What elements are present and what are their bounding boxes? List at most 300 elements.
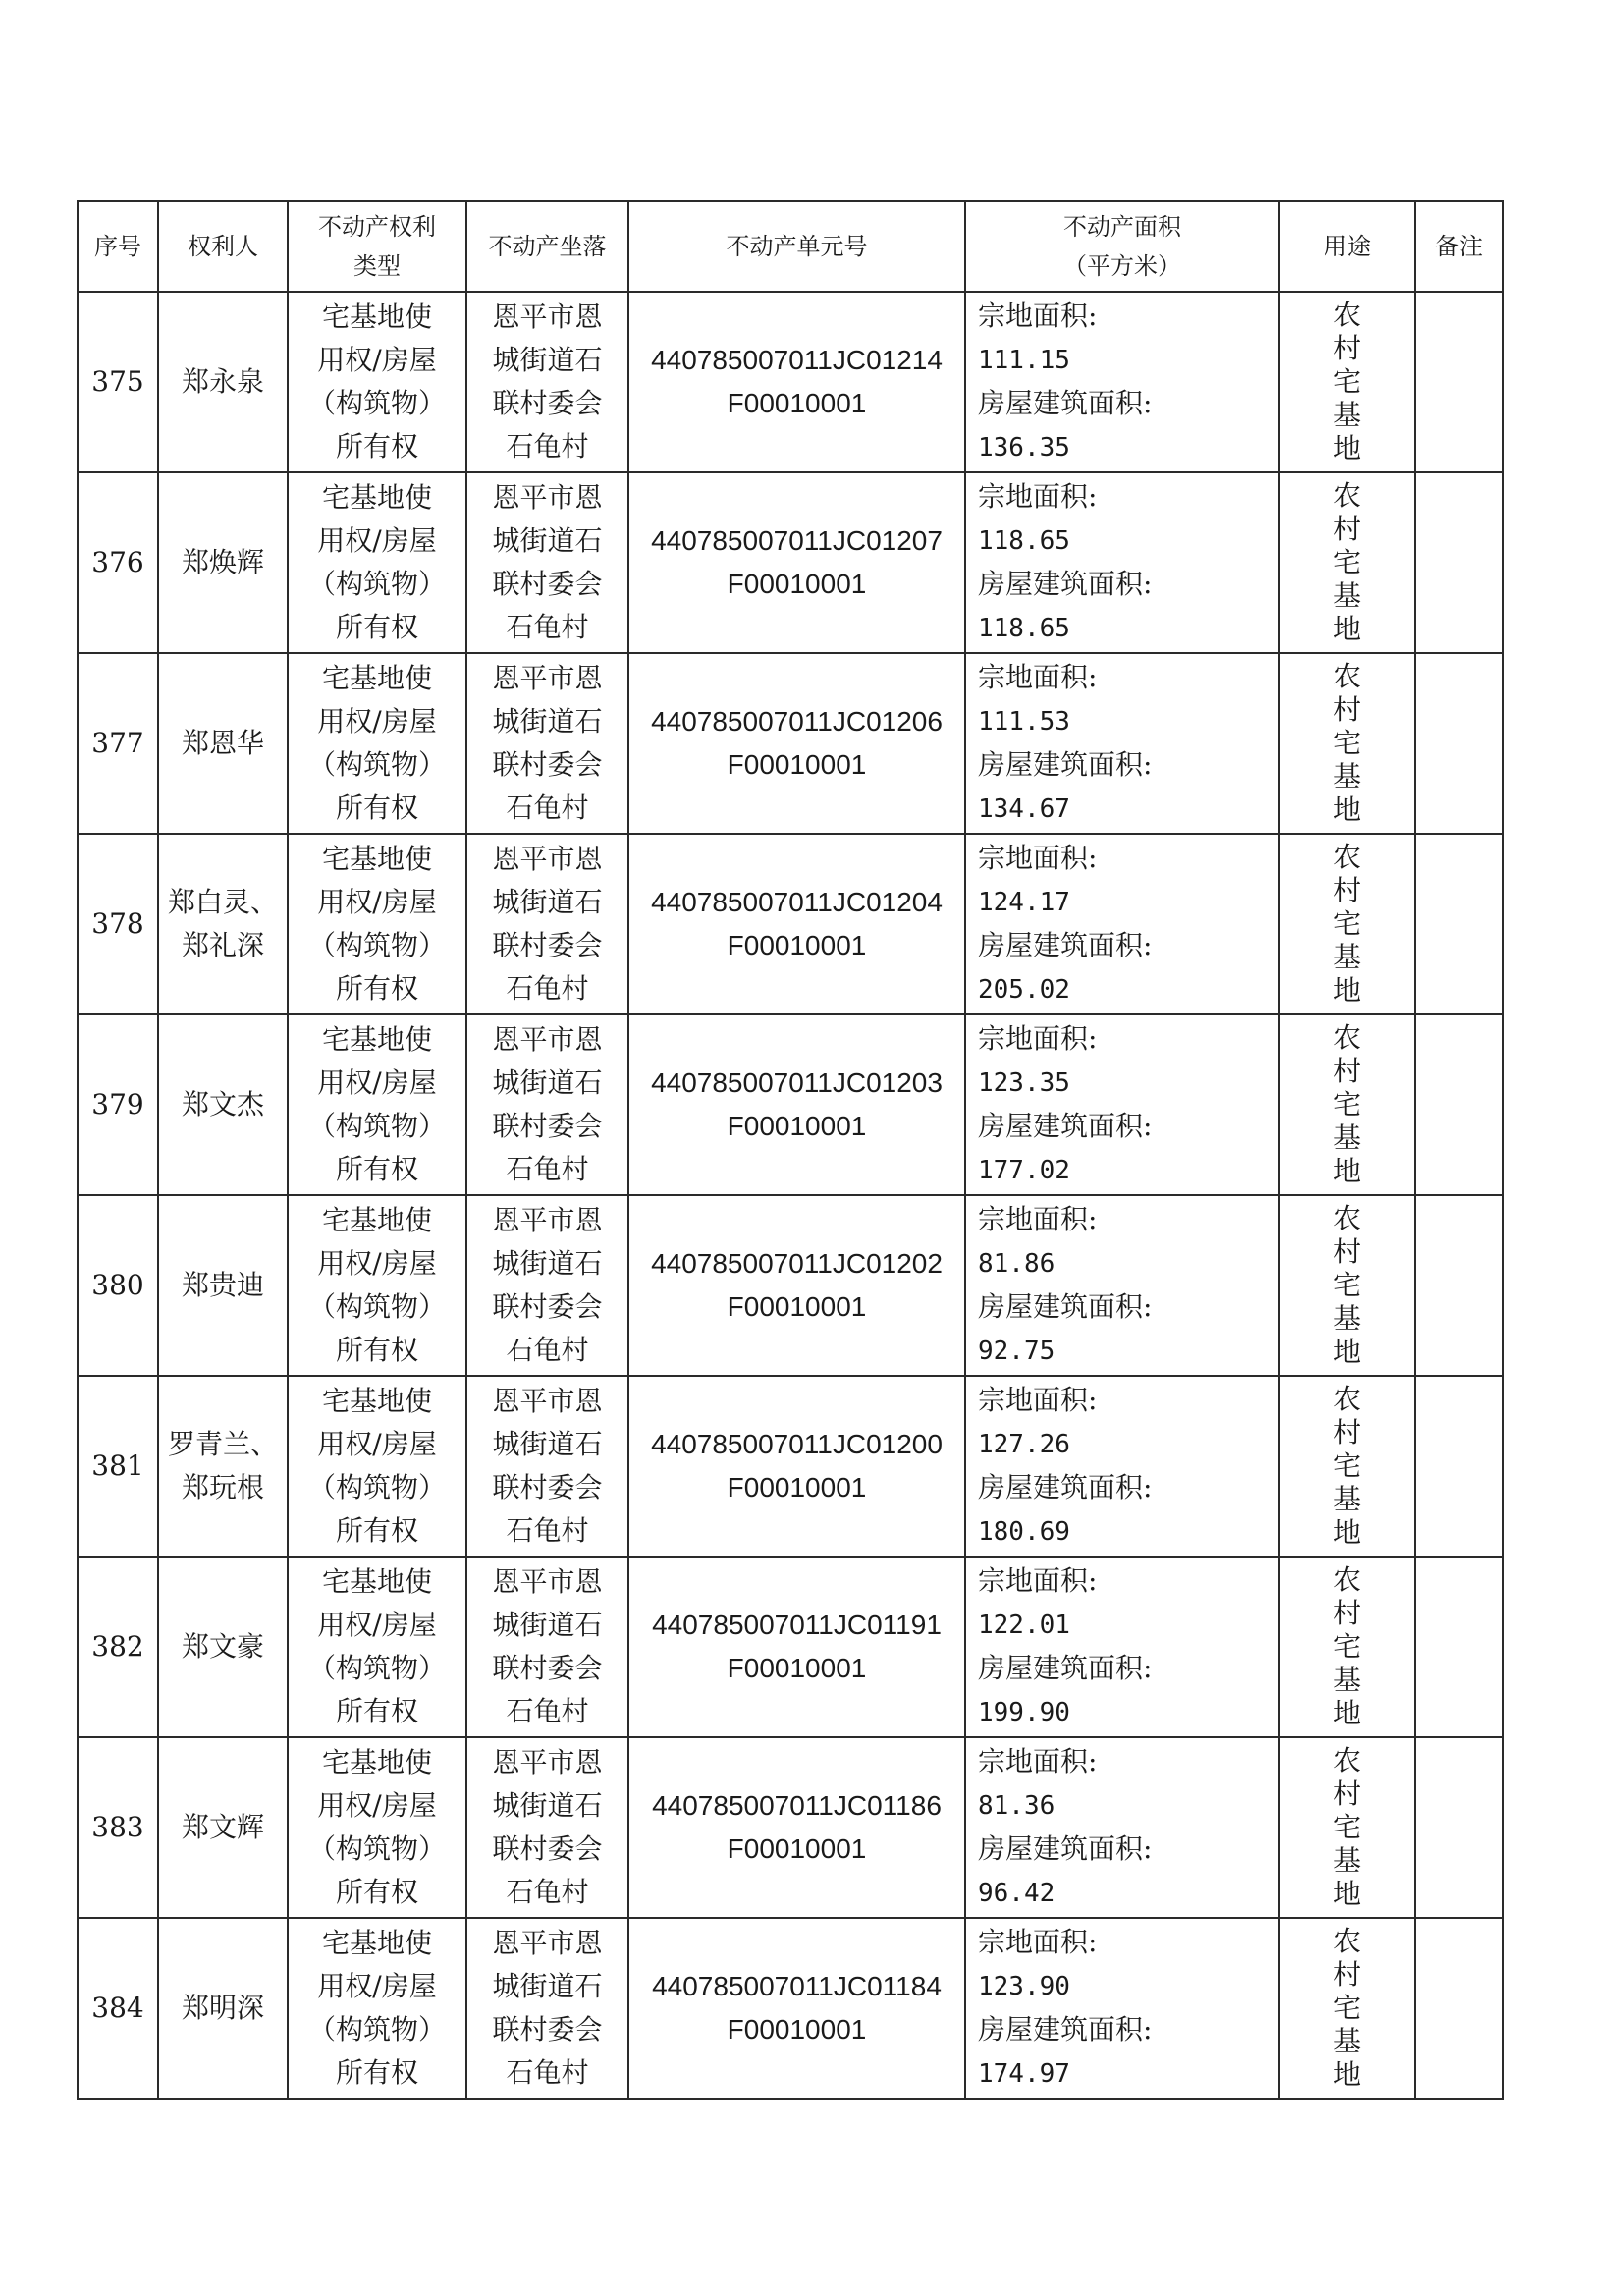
use-char: 宅 [1332,1269,1361,1301]
table-row [78,1195,1503,1376]
building-area-label: 房屋建筑面积: [978,387,1153,419]
location-line: 石龟村 [506,1514,589,1547]
land-area-line [978,1921,1278,2008]
area-cell [965,1014,1279,1195]
use-char: 农 [1332,1383,1361,1415]
holder-name: 郑文豪 [181,1630,264,1663]
right-type-line: 宅基地使 [321,843,432,875]
use-cell [1279,1737,1415,1918]
building-area-line [978,1105,1278,1192]
table-header [78,201,1503,292]
right-type-line: 宅基地使 [321,1204,432,1236]
use-char: 宅 [1332,1088,1361,1121]
area-cell [965,292,1279,472]
building-area-label: 房屋建筑面积: [978,929,1153,961]
location-line: 联村委会 [492,748,603,781]
unit-number-line: F00010001 [727,2014,867,2045]
holder-name: 罗青兰、 [167,1428,278,1460]
header-area-line2: （平方米） [1063,252,1181,280]
unit-number-cell [628,472,965,653]
right-type-line: 所有权 [335,611,418,643]
right-type-line: （构筑物） [307,2013,446,2046]
right-type-cell [288,653,466,834]
right-type-line: （构筑物） [307,748,446,781]
note-cell [1415,1918,1503,2099]
use-cell [1279,834,1415,1014]
unit-number-line: 440785007011JC01207 [651,525,943,556]
header-right-type-line2: 类型 [353,252,401,280]
right-type-cell [288,1195,466,1376]
holder-name: 郑文辉 [181,1811,264,1843]
right-type-line: 所有权 [335,792,418,824]
right-type-line: 宅基地使 [321,1385,432,1417]
table-row [78,834,1503,1014]
right-type-line: 所有权 [335,972,418,1005]
location-line: 石龟村 [506,611,589,643]
use-char: 宅 [1332,1992,1361,2024]
land-area-label: 宗地面积: [978,1564,1098,1597]
location-line: 联村委会 [492,1471,603,1503]
use-char: 村 [1332,1055,1361,1087]
location-line: 恩平市恩 [492,301,603,333]
use-char: 村 [1332,1958,1361,1991]
building-area-label: 房屋建筑面积: [978,748,1153,781]
right-type-cell [288,1557,466,1737]
location-line: 联村委会 [492,929,603,961]
building-area-line [978,1466,1278,1554]
unit-number-line: F00010001 [727,1472,867,1503]
building-area-value: 136.35 [978,433,1070,463]
use-char: 地 [1332,1516,1361,1549]
use-char: 农 [1332,1744,1361,1777]
location-line: 城街道石 [492,1247,603,1280]
table-row [78,1737,1503,1918]
note-cell [1415,1195,1503,1376]
land-area-line [978,1017,1278,1105]
header-location: 不动产坐落 [466,201,628,292]
unit-number-cell [628,292,965,472]
land-area-value: 111.15 [978,346,1070,375]
location-line: 恩平市恩 [492,1927,603,1959]
seq-cell: 379 [78,1014,158,1195]
use-char: 农 [1332,1021,1361,1054]
building-area-line [978,1285,1278,1373]
building-area-label: 房屋建筑面积: [978,1290,1153,1323]
location-line: 石龟村 [506,1153,589,1185]
use-cell [1279,1195,1415,1376]
location-line: 城街道石 [492,1789,603,1822]
building-area-line [978,1828,1278,1915]
location-line: 联村委会 [492,387,603,419]
seq-cell: 375 [78,292,158,472]
location-line: 城街道石 [492,705,603,738]
use-char: 宅 [1332,546,1361,578]
use-char: 基 [1332,2025,1361,2057]
building-area-value: 180.69 [978,1517,1070,1547]
land-area-label: 宗地面积: [978,1745,1098,1777]
location-line: 恩平市恩 [492,481,603,514]
header-right-type [288,201,466,292]
right-type-line: 宅基地使 [321,1023,432,1056]
use-cell [1279,472,1415,653]
holder-name: 郑永泉 [181,365,264,398]
land-area-value: 111.53 [978,707,1070,737]
unit-number-line: 440785007011JC01214 [651,345,943,375]
note-cell [1415,1376,1503,1557]
right-type-line: 宅基地使 [321,1927,432,1959]
table-row [78,1014,1503,1195]
use-cell [1279,1014,1415,1195]
unit-number-line: F00010001 [727,930,867,960]
use-char: 宅 [1332,1449,1361,1482]
building-area-line [978,382,1278,469]
unit-number-line: F00010001 [727,569,867,599]
right-type-line: （构筑物） [307,387,446,419]
seq-cell: 380 [78,1195,158,1376]
use-char: 地 [1332,793,1361,826]
land-area-value: 123.90 [978,1972,1070,2001]
use-char: 宅 [1332,365,1361,398]
use-char: 村 [1332,693,1361,726]
right-type-line: 用权/房屋 [317,1428,437,1460]
holder-name: 郑文杰 [181,1088,264,1121]
location-line: 恩平市恩 [492,1023,603,1056]
unit-number-line: 440785007011JC01203 [651,1067,943,1098]
right-type-cell [288,1376,466,1557]
use-char: 基 [1332,1664,1361,1696]
area-cell [965,1918,1279,2099]
location-cell [466,1014,628,1195]
use-char: 村 [1332,332,1361,364]
location-line: 恩平市恩 [492,1565,603,1598]
land-area-value: 123.35 [978,1068,1070,1098]
right-type-line: 用权/房屋 [317,886,437,918]
use-char: 地 [1332,2058,1361,2091]
right-type-line: （构筑物） [307,1290,446,1323]
note-cell [1415,472,1503,653]
seq-cell: 381 [78,1376,158,1557]
use-char: 村 [1332,874,1361,906]
unit-number-line: F00010001 [727,388,867,418]
holder-cell [158,1918,288,2099]
seq-cell: 383 [78,1737,158,1918]
land-area-line [978,837,1278,924]
location-cell [466,653,628,834]
holder-cell [158,834,288,1014]
holder-cell [158,292,288,472]
use-char: 地 [1332,1878,1361,1910]
use-char: 基 [1332,760,1361,793]
seq-cell: 376 [78,472,158,653]
use-char: 基 [1332,579,1361,612]
header-area-line1: 不动产面积 [1063,213,1181,241]
location-line: 恩平市恩 [492,1385,603,1417]
location-line: 城街道石 [492,886,603,918]
location-line: 恩平市恩 [492,662,603,694]
land-area-line [978,1559,1278,1647]
table-row [78,292,1503,472]
use-char: 宅 [1332,907,1361,940]
use-char: 基 [1332,941,1361,973]
land-area-line [978,656,1278,743]
note-cell [1415,1737,1503,1918]
building-area-label: 房屋建筑面积: [978,1832,1153,1865]
area-cell [965,653,1279,834]
right-type-cell [288,472,466,653]
header-note: 备注 [1415,201,1503,292]
right-type-line: 用权/房屋 [317,1970,437,2002]
table-row [78,472,1503,653]
unit-number-line: 440785007011JC01184 [652,1971,942,2001]
right-type-cell [288,1014,466,1195]
right-type-line: 所有权 [335,1153,418,1185]
use-cell [1279,1557,1415,1737]
note-cell [1415,292,1503,472]
location-cell [466,292,628,472]
location-line: 城街道石 [492,1066,603,1099]
right-type-line: 所有权 [335,430,418,463]
unit-number-line: F00010001 [727,1291,867,1322]
header-unit-number: 不动产单元号 [628,201,965,292]
holder-cell [158,1014,288,1195]
use-char: 农 [1332,479,1361,512]
right-type-line: （构筑物） [307,568,446,600]
use-char: 农 [1332,1202,1361,1234]
location-line: 石龟村 [506,792,589,824]
use-char: 地 [1332,1155,1361,1187]
location-cell [466,1376,628,1557]
land-area-value: 81.86 [978,1249,1055,1279]
unit-number-cell [628,1737,965,1918]
unit-number-cell [628,1918,965,2099]
holder-name: 郑贵迪 [181,1269,264,1301]
use-char: 宅 [1332,727,1361,759]
right-type-line: （构筑物） [307,1471,446,1503]
use-char: 村 [1332,513,1361,545]
land-area-label: 宗地面积: [978,842,1098,874]
table-row [78,1557,1503,1737]
land-area-line [978,295,1278,382]
area-cell [965,472,1279,653]
right-type-cell [288,1737,466,1918]
location-line: 城街道石 [492,524,603,557]
header-use: 用途 [1279,201,1415,292]
building-area-line [978,1647,1278,1734]
right-type-line: 用权/房屋 [317,1609,437,1641]
right-type-line: （构筑物） [307,1652,446,1684]
land-area-value: 118.65 [978,526,1070,556]
location-line: 联村委会 [492,1652,603,1684]
location-line: 城街道石 [492,1428,603,1460]
table-row [78,1376,1503,1557]
holder-cell [158,1557,288,1737]
table-body [78,292,1503,2099]
use-cell [1279,653,1415,834]
location-line: 联村委会 [492,1832,603,1865]
location-line: 城街道石 [492,344,603,376]
use-char: 农 [1332,841,1361,873]
header-area [965,201,1279,292]
right-type-line: 用权/房屋 [317,344,437,376]
use-char: 地 [1332,974,1361,1007]
use-char: 村 [1332,1235,1361,1268]
building-area-value: 199.90 [978,1698,1070,1727]
building-area-value: 177.02 [978,1156,1070,1185]
header-right-type-line1: 不动产权利 [318,213,436,241]
location-line: 城街道石 [492,1970,603,2002]
right-type-line: 宅基地使 [321,481,432,514]
right-type-line: 用权/房屋 [317,705,437,738]
land-area-label: 宗地面积: [978,480,1098,513]
location-cell [466,1195,628,1376]
location-cell [466,472,628,653]
right-type-cell [288,834,466,1014]
use-char: 地 [1332,1697,1361,1729]
use-char: 村 [1332,1416,1361,1449]
location-cell [466,834,628,1014]
building-area-label: 房屋建筑面积: [978,1471,1153,1503]
location-line: 联村委会 [492,1110,603,1142]
location-line: 石龟村 [506,1876,589,1908]
note-cell [1415,1014,1503,1195]
land-area-line [978,1740,1278,1828]
right-type-line: 宅基地使 [321,1746,432,1778]
building-area-line [978,563,1278,650]
building-area-label: 房屋建筑面积: [978,568,1153,600]
right-type-line: （构筑物） [307,1110,446,1142]
unit-number-line: 440785007011JC01186 [652,1790,942,1821]
right-type-line: （构筑物） [307,1832,446,1865]
building-area-value: 96.42 [978,1879,1055,1908]
right-type-line: 所有权 [335,2056,418,2089]
unit-number-line: 440785007011JC01206 [651,706,943,737]
location-cell [466,1918,628,2099]
property-registry-table [77,200,1504,2100]
right-type-line: 宅基地使 [321,1565,432,1598]
building-area-value: 174.97 [978,2059,1070,2089]
land-area-line [978,1379,1278,1466]
holder-name: 郑礼深 [181,929,264,961]
unit-number-line: 440785007011JC01204 [651,887,943,917]
holder-cell [158,472,288,653]
use-char: 地 [1332,1336,1361,1368]
unit-number-line: F00010001 [727,749,867,780]
holder-cell [158,1376,288,1557]
land-area-value: 124.17 [978,888,1070,917]
building-area-line [978,924,1278,1011]
note-cell [1415,834,1503,1014]
use-char: 基 [1332,399,1361,431]
header-row [78,201,1503,292]
right-type-line: 所有权 [335,1514,418,1547]
use-cell [1279,292,1415,472]
holder-cell [158,1737,288,1918]
unit-number-line: F00010001 [727,1111,867,1141]
right-type-line: （构筑物） [307,929,446,961]
holder-cell [158,653,288,834]
table-row [78,653,1503,834]
use-cell [1279,1376,1415,1557]
location-line: 恩平市恩 [492,1746,603,1778]
unit-number-cell [628,1376,965,1557]
unit-number-cell [628,834,965,1014]
land-area-label: 宗地面积: [978,1022,1098,1055]
right-type-line: 宅基地使 [321,301,432,333]
holder-name: 郑白灵、 [167,886,278,918]
use-char: 基 [1332,1121,1361,1154]
location-line: 石龟村 [506,430,589,463]
location-line: 恩平市恩 [492,1204,603,1236]
use-char: 地 [1332,613,1361,645]
building-area-line [978,2008,1278,2096]
header-seq: 序号 [78,201,158,292]
right-type-line: 所有权 [335,1695,418,1727]
building-area-label: 房屋建筑面积: [978,1652,1153,1684]
use-char: 基 [1332,1302,1361,1335]
use-char: 农 [1332,1563,1361,1596]
land-area-label: 宗地面积: [978,1203,1098,1235]
seq-cell: 384 [78,1918,158,2099]
holder-name: 郑焕辉 [181,546,264,578]
unit-number-line: 440785007011JC01202 [651,1248,943,1279]
use-char: 地 [1332,432,1361,465]
land-area-value: 122.01 [978,1611,1070,1640]
land-area-value: 127.26 [978,1430,1070,1459]
land-area-label: 宗地面积: [978,1384,1098,1416]
use-char: 宅 [1332,1811,1361,1843]
table-row [78,1918,1503,2099]
holder-name: 郑恩华 [181,727,264,759]
use-cell [1279,1918,1415,2099]
location-cell [466,1737,628,1918]
location-line: 石龟村 [506,1334,589,1366]
unit-number-line: 440785007011JC01200 [651,1429,943,1459]
note-cell [1415,653,1503,834]
header-holder: 权利人 [158,201,288,292]
right-type-cell [288,1918,466,2099]
use-char: 农 [1332,660,1361,692]
unit-number-cell [628,653,965,834]
seq-cell: 377 [78,653,158,834]
area-cell [965,1737,1279,1918]
right-type-line: 用权/房屋 [317,524,437,557]
land-area-line [978,1198,1278,1285]
location-line: 联村委会 [492,568,603,600]
seq-cell: 378 [78,834,158,1014]
unit-number-cell [628,1195,965,1376]
land-area-label: 宗地面积: [978,1926,1098,1958]
building-area-line [978,743,1278,831]
right-type-line: 用权/房屋 [317,1247,437,1280]
area-cell [965,1557,1279,1737]
building-area-label: 房屋建筑面积: [978,2013,1153,2046]
unit-number-line: F00010001 [727,1833,867,1864]
land-area-label: 宗地面积: [978,661,1098,693]
building-area-value: 205.02 [978,975,1070,1005]
location-line: 城街道石 [492,1609,603,1641]
holder-name: 郑明深 [181,1992,264,2024]
building-area-value: 118.65 [978,614,1070,643]
right-type-line: 用权/房屋 [317,1789,437,1822]
use-char: 宅 [1332,1630,1361,1663]
use-char: 村 [1332,1597,1361,1629]
area-cell [965,834,1279,1014]
area-cell [965,1376,1279,1557]
use-char: 基 [1332,1844,1361,1877]
area-cell [965,1195,1279,1376]
location-line: 石龟村 [506,972,589,1005]
holder-cell [158,1195,288,1376]
